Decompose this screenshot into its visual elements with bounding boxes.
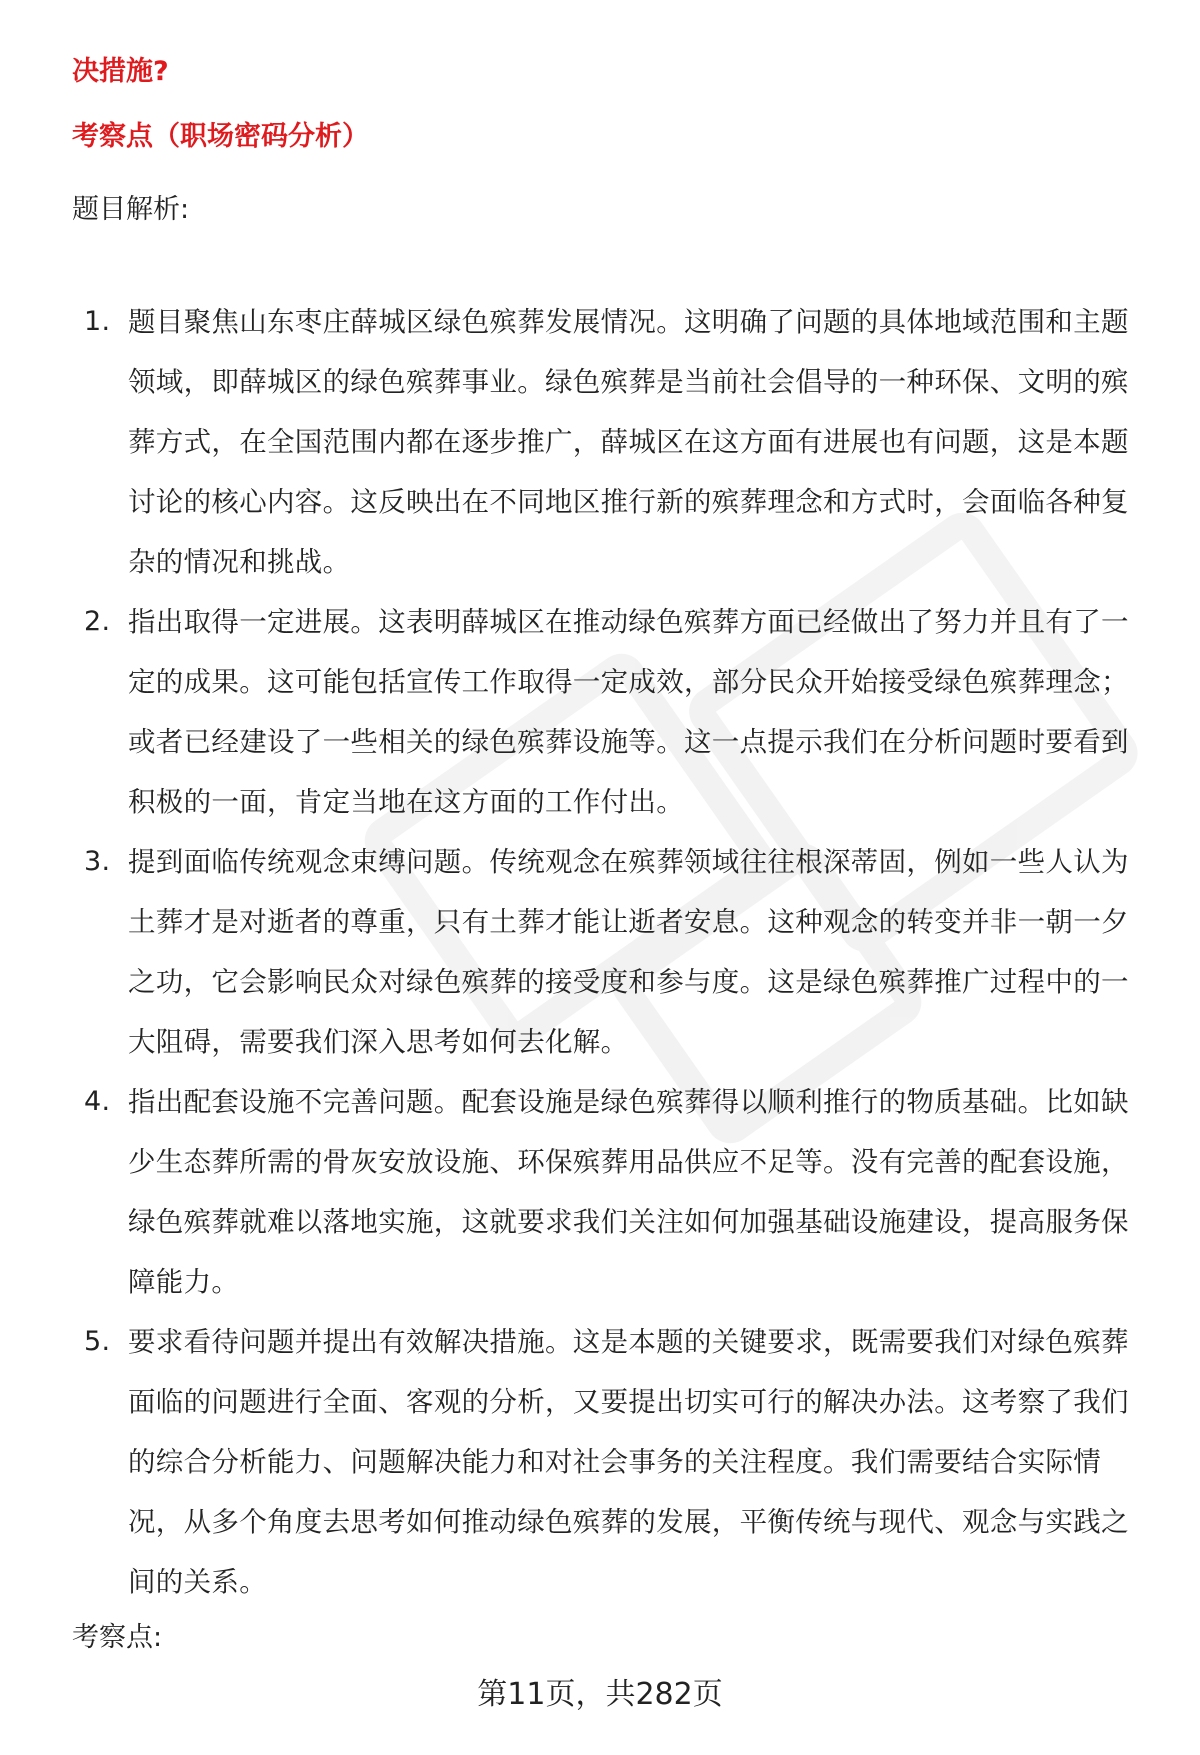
list-item-number: 2. bbox=[84, 606, 111, 637]
list-item-text: 指出取得一定进展。这表明薛城区在推动绿色殡葬方面已经做出了努力并且有了一定的成果。这可能包括宣传工作取得一定成效，部分民众开始接受绿色殡葬理念；或者已经建设了一些相关的绿色殡葬设施等。这一点提示我们在分析问题时要看到积极的一面，肯定当地在这方面的工作付出。 bbox=[128, 606, 1129, 818]
list-item bbox=[0, 1072, 1146, 1312]
list-item bbox=[0, 1312, 1146, 1612]
list-item-number: 4. bbox=[84, 1086, 111, 1117]
list-item-number: 3. bbox=[84, 846, 111, 877]
list-item bbox=[0, 292, 1146, 592]
page-number: 第11页，共282页 bbox=[477, 1677, 723, 1712]
list-item-text: 提到面临传统观念束缚问题。传统观念在殡葬领域往往根深蒂固，例如一些人认为土葬才是对逝者的尊重，只有土葬才能让逝者安息。这种观念的转变并非一朝一夕之功，它会影响民众对绿色殡葬的接受度和参与度。这是绿色殡葬推广过程中的一大阻碍，需要我们深入思考如何去化解。 bbox=[128, 846, 1129, 1058]
list-item bbox=[0, 592, 1146, 832]
list-item-text: 要求看待问题并提出有效解决措施。这是本题的关键要求，既需要我们对绿色殡葬面临的问题进行全面、客观的分析，又要提出切实可行的解决办法。这考察了我们的综合分析能力、问题解决能力和对社会事务的关注程度。我们需要结合实际情况，从多个角度去思考如何推动绿色殡葬的发展，平衡传统与现代、观念与实践之间的关系。 bbox=[128, 1326, 1129, 1598]
exam-point-label: 考察点: bbox=[72, 1622, 163, 1653]
list-item bbox=[0, 832, 1146, 1072]
list-item-number: 1. bbox=[84, 306, 111, 337]
list-item-text: 题目聚焦山东枣庄薛城区绿色殡葬发展情况。这明确了问题的具体地域范围和主题领域，即薛城区的绿色殡葬事业。绿色殡葬是当前社会倡导的一种环保、文明的殡葬方式，在全国范围内都在逐步推广，薛城区在这方面有进展也有问题，这是本题讨论的核心内容。这反映出在不同地区推行新的殡葬理念和方式时，会面临各种复杂的情况和挑战。 bbox=[128, 306, 1129, 578]
list-item-text: 指出配套设施不完善问题。配套设施是绿色殡葬得以顺利推行的物质基础。比如缺少生态葬所需的骨灰安放设施、环保殡葬用品供应不足等。没有完善的配套设施，绿色殡葬就难以落地实施，这就要求我们关注如何加强基础设施建设，提高服务保障能力。 bbox=[128, 1086, 1129, 1298]
analysis-list bbox=[0, 292, 1200, 1612]
continued-heading: 决措施? bbox=[72, 56, 169, 87]
analysis-label: 题目解析: bbox=[72, 194, 190, 225]
exam-point-heading: 考察点（职场密码分析） bbox=[72, 121, 369, 152]
list-item-number: 5. bbox=[84, 1326, 111, 1357]
